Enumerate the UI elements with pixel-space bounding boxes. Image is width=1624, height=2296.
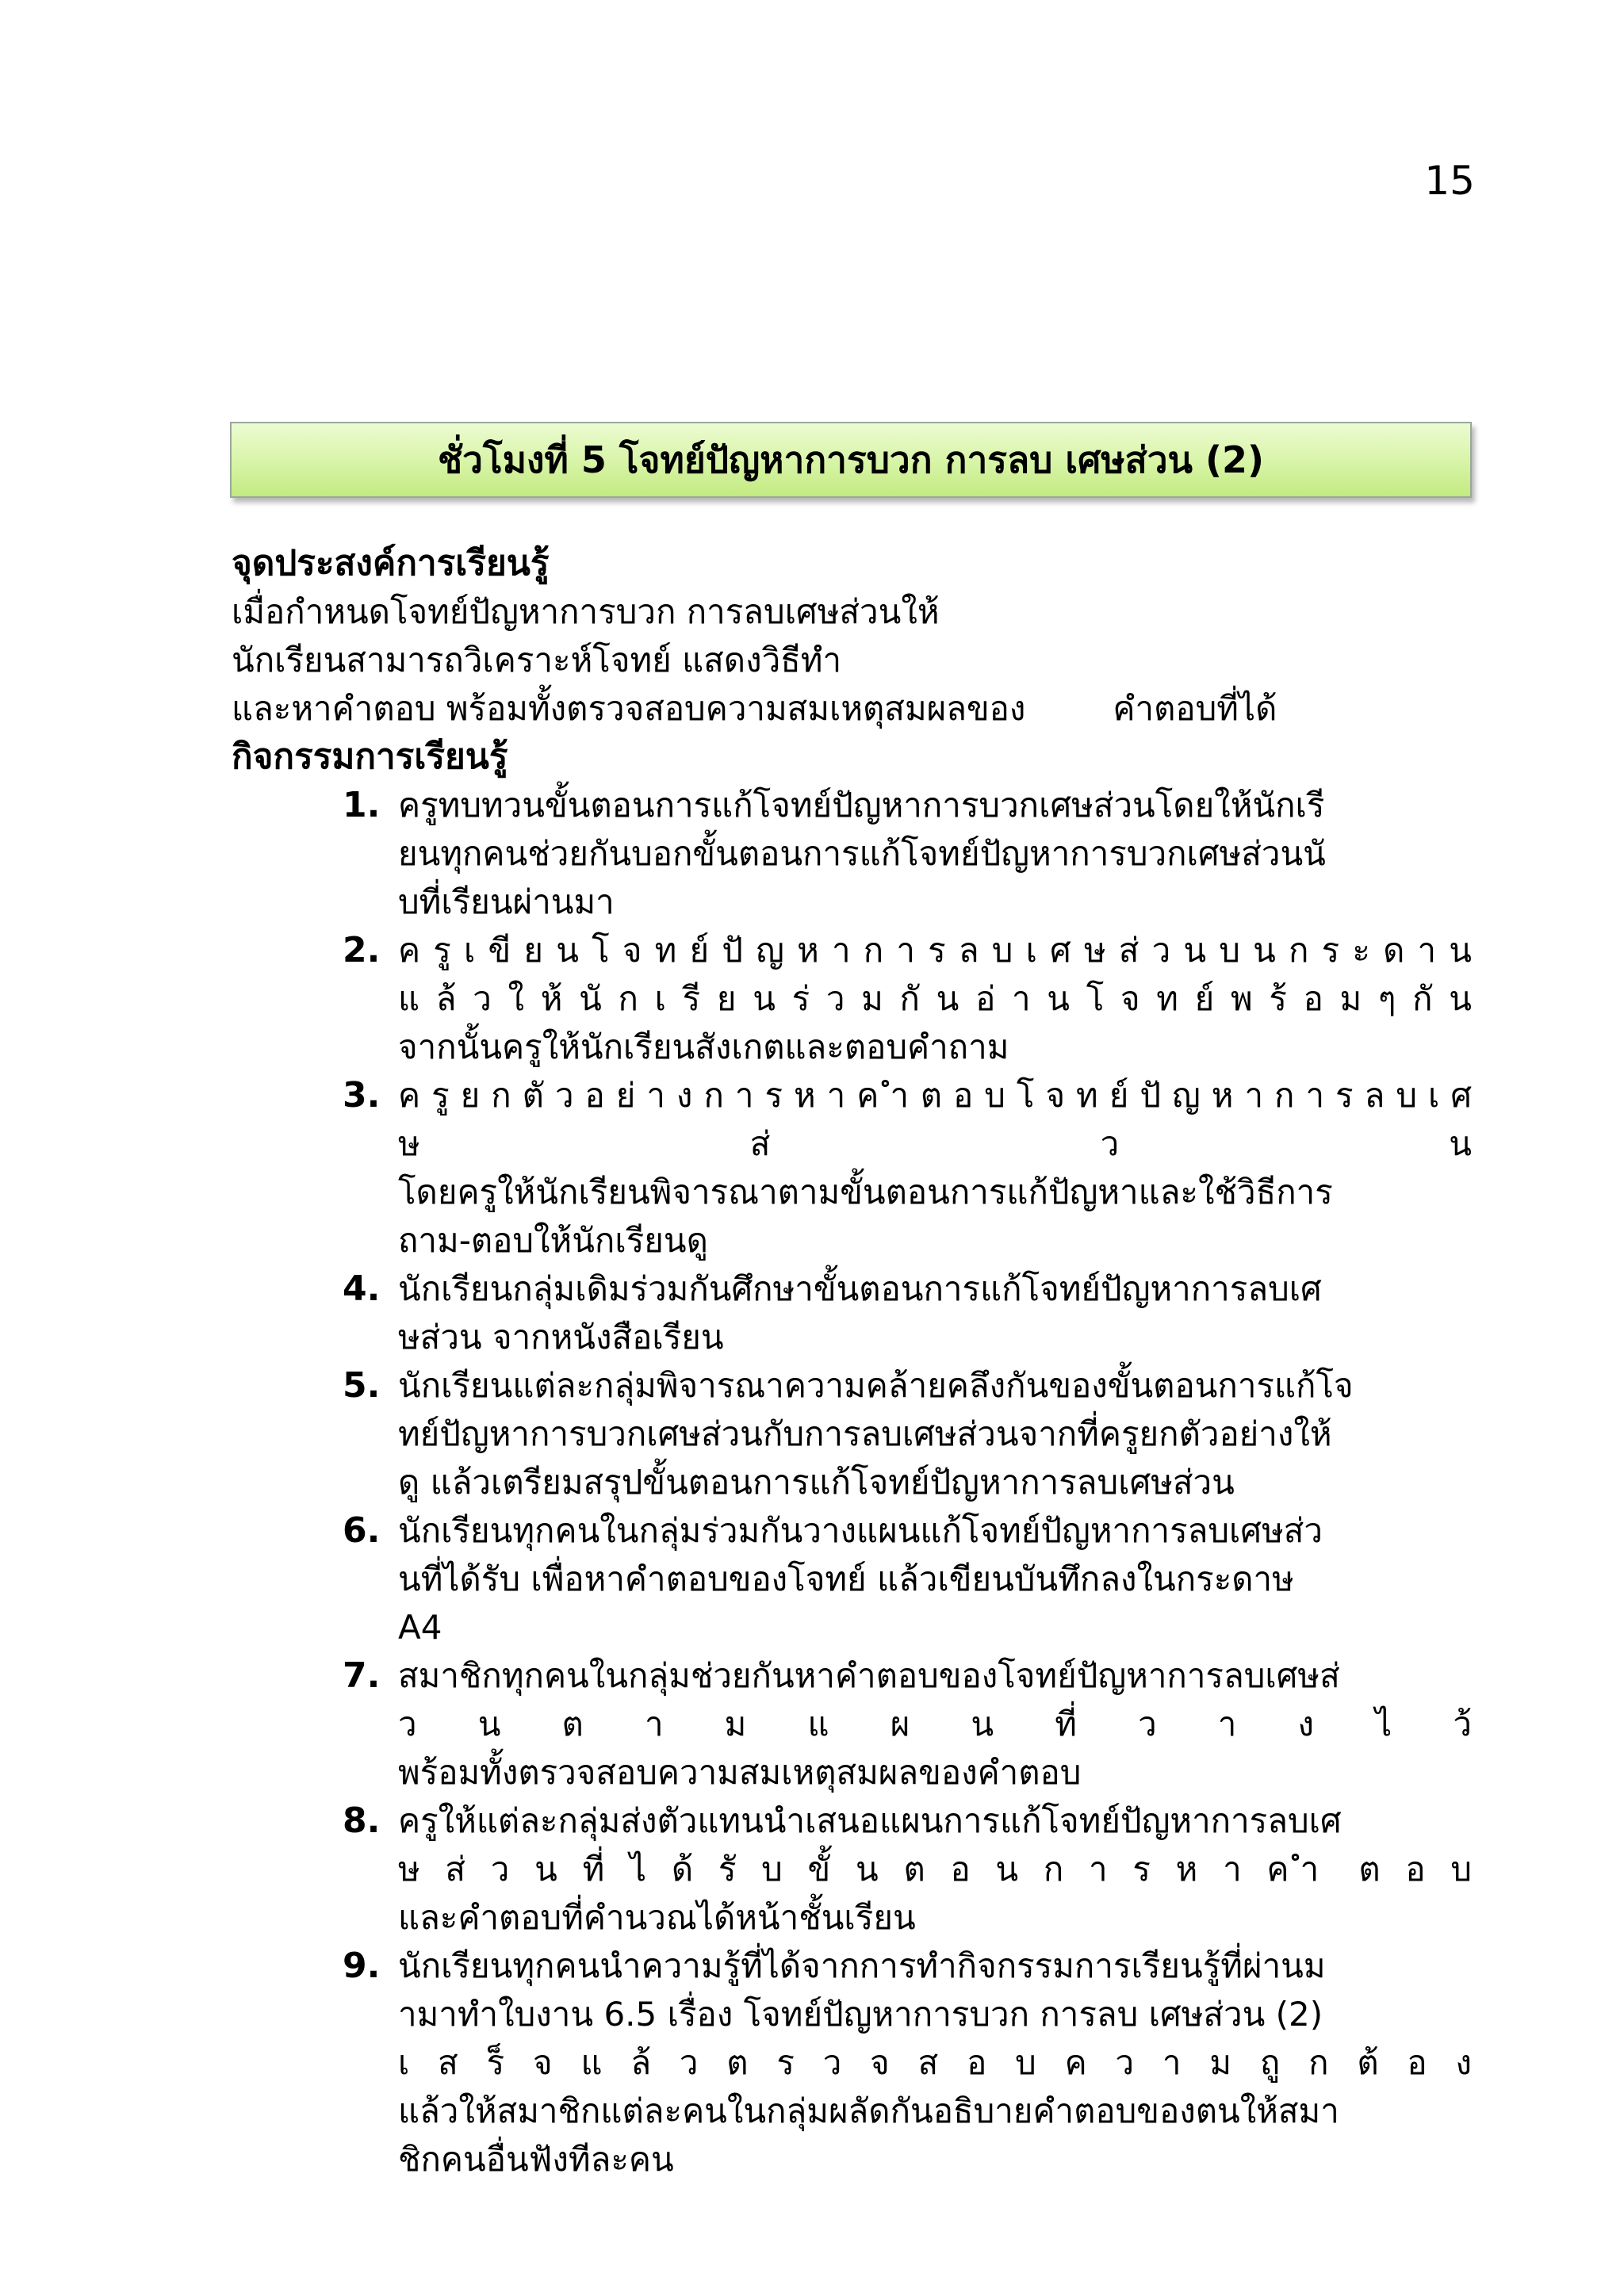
activity-item-6 (232, 1506, 1472, 1651)
activity-item-7 (232, 1651, 1472, 1797)
objectives-heading: จุดประสงค์การเรียนรู้ (232, 543, 550, 584)
activity-number: 4. (343, 1269, 381, 1309)
activity-number: 3. (343, 1075, 381, 1115)
objective-line-right: คำตอบที่ได้ (1113, 689, 1277, 728)
activity-line: ษส่วน จากหนังสือเรียน (398, 1318, 724, 1357)
activities-list (232, 781, 1472, 2183)
activity-line: แล้วให้สมาชิกแต่ละคนในกลุ่มผลัดกันอธิบายคำตอบของตนให้สมา (398, 2091, 1339, 2130)
activity-line: ค รู ย ก ตั ว อ ย่ า ง ก า ร ห า ค ำ ต อ บ โ จ ท ย์ ปั ญ ห า ก า ร ล บ เ ศ ษ ส่ ว น (398, 1076, 1472, 1163)
activity-line: และคำตอบที่คำนวณได้หน้าชั้นเรียน (398, 1898, 916, 1937)
objective-line-left: และหาคำตอบ พร้อมทั้งตรวจสอบความสมเหตุสมผลของ (232, 689, 1026, 728)
activity-item-1 (232, 781, 1472, 926)
activity-line: บที่เรียนผ่านมา (398, 882, 615, 921)
activity-line: ถาม-ตอบให้นักเรียนดู (398, 1221, 708, 1260)
activity-line: นที่ได้รับ เพื่อหาคำตอบของโจทย์ แล้วเขียนบันทึกลงในกระดาษ (398, 1559, 1294, 1598)
activity-line: ดู แล้วเตรียมสรุปขั้นตอนการแก้โจทย์ปัญหาการลบเศษส่วน (398, 1463, 1235, 1502)
activity-number: 5. (343, 1365, 381, 1406)
activity-line: โดยครูให้นักเรียนพิจารณาตามขั้นตอนการแก้ปัญหาและใช้วิธีการ (398, 1173, 1333, 1211)
activity-line: ทย์ปัญหาการบวกเศษส่วนกับการลบเศษส่วนจากที่ครูยกตัวอย่างให้ (398, 1414, 1332, 1453)
activity-number: 6. (343, 1510, 381, 1551)
activity-line: นักเรียนแต่ละกลุ่มพิจารณาความคล้ายคลึงกันของขั้นตอนการแก้โจ (398, 1366, 1354, 1405)
activity-line: ค รู เ ขี ย น โ จ ท ย์ ปั ญ ห า ก า ร ล บ เ ศ ษ ส่ ว น บ น ก ร ะ ด า น (398, 931, 1472, 970)
activity-number: 8. (343, 1800, 381, 1841)
activity-line: A4 (398, 1608, 442, 1647)
page-number: 15 (1424, 158, 1475, 204)
activity-item-4 (232, 1265, 1472, 1361)
activity-line: แ ล้ ว ใ ห้ นั ก เ รี ย น ร่ ว ม กั น อ่ า น โ จ ท ย์ พ ร้ อ ม ๆ กั น (398, 979, 1472, 1018)
activity-item-3 (232, 1071, 1472, 1265)
activity-line: สมาชิกทุกคนในกลุ่มช่วยกันหาคำตอบของโจทย์ปัญหาการลบเศษส่ (398, 1656, 1340, 1695)
activity-item-8 (232, 1797, 1472, 1942)
activity-line: ครูให้แต่ละกลุ่มส่งตัวแทนนำเสนอแผนการแก้โจทย์ปัญหาการลบเศ (398, 1801, 1342, 1840)
activity-number: 7. (343, 1655, 381, 1696)
activity-line: นักเรียนกลุ่มเดิมร่วมกันศึกษาขั้นตอนการแก้โจทย์ปัญหาการลบเศ (398, 1269, 1322, 1308)
objective-line: นักเรียนสามารถวิเคราะห์โจทย์ แสดงวิธีทำ (232, 641, 842, 679)
activity-line: ครูทบทวนขั้นตอนการแก้โจทย์ปัญหาการบวกเศษส่วนโดยให้นักเรี (398, 786, 1325, 825)
activity-line: ว น ต า ม แ ผ น ที่ ว า ง ไ ว้ (398, 1705, 1472, 1743)
activity-line: ยนทุกคนช่วยกันบอกขั้นตอนการแก้โจทย์ปัญหาการบวกเศษส่วนนั (398, 834, 1326, 873)
content (232, 539, 1472, 2183)
activity-item-5 (232, 1361, 1472, 1506)
activity-line: จากนั้นครูให้นักเรียนสังเกตและตอบคำถาม (398, 1027, 1009, 1066)
activity-number: 2. (343, 930, 381, 970)
activity-item-9 (232, 1942, 1472, 2183)
activity-line: เ ส ร็ จ แ ล้ ว ต ร ว จ ส อ บ ค ว า ม ถู ก ต้ อ ง (398, 2043, 1472, 2082)
objective-line: เมื่อกำหนดโจทย์ปัญหาการบวก การลบเศษส่วนให้ (232, 592, 940, 631)
title-banner (230, 422, 1472, 498)
activity-line: นักเรียนทุกคนนำความรู้ที่ได้จากการทำกิจกรรมการเรียนรู้ที่ผ่านม (398, 1946, 1326, 1985)
objective-line (232, 684, 1472, 733)
activity-number: 1. (343, 785, 381, 825)
activity-line: พร้อมทั้งตรวจสอบความสมเหตุสมผลของคำตอบ (398, 1753, 1082, 1792)
activities-heading: กิจกรรมการเรียนรู้ (232, 737, 508, 777)
activity-line: นักเรียนทุกคนในกลุ่มร่วมกันวางแผนแก้โจทย์ปัญหาการลบเศษส่ว (398, 1511, 1323, 1550)
activity-line: ชิกคนอื่นฟังทีละคน (398, 2140, 674, 2179)
activity-number: 9. (343, 1946, 381, 1986)
activity-item-2 (232, 926, 1472, 1071)
page-title: ชั่วโมงที่ 5 โจทย์ปัญหาการบวก การลบ เศษส่วน (2) (437, 438, 1265, 481)
activity-line: ษ ส่ ว น ที่ ไ ด้ รั บ ขั้ น ต อ น ก า ร ห า ค ำ ต อ บ (398, 1850, 1472, 1888)
activity-line: ามาทำใบงาน 6.5 เรื่อง โจทย์ปัญหาการบวก การลบ เศษส่วน (2) (398, 1995, 1323, 2034)
